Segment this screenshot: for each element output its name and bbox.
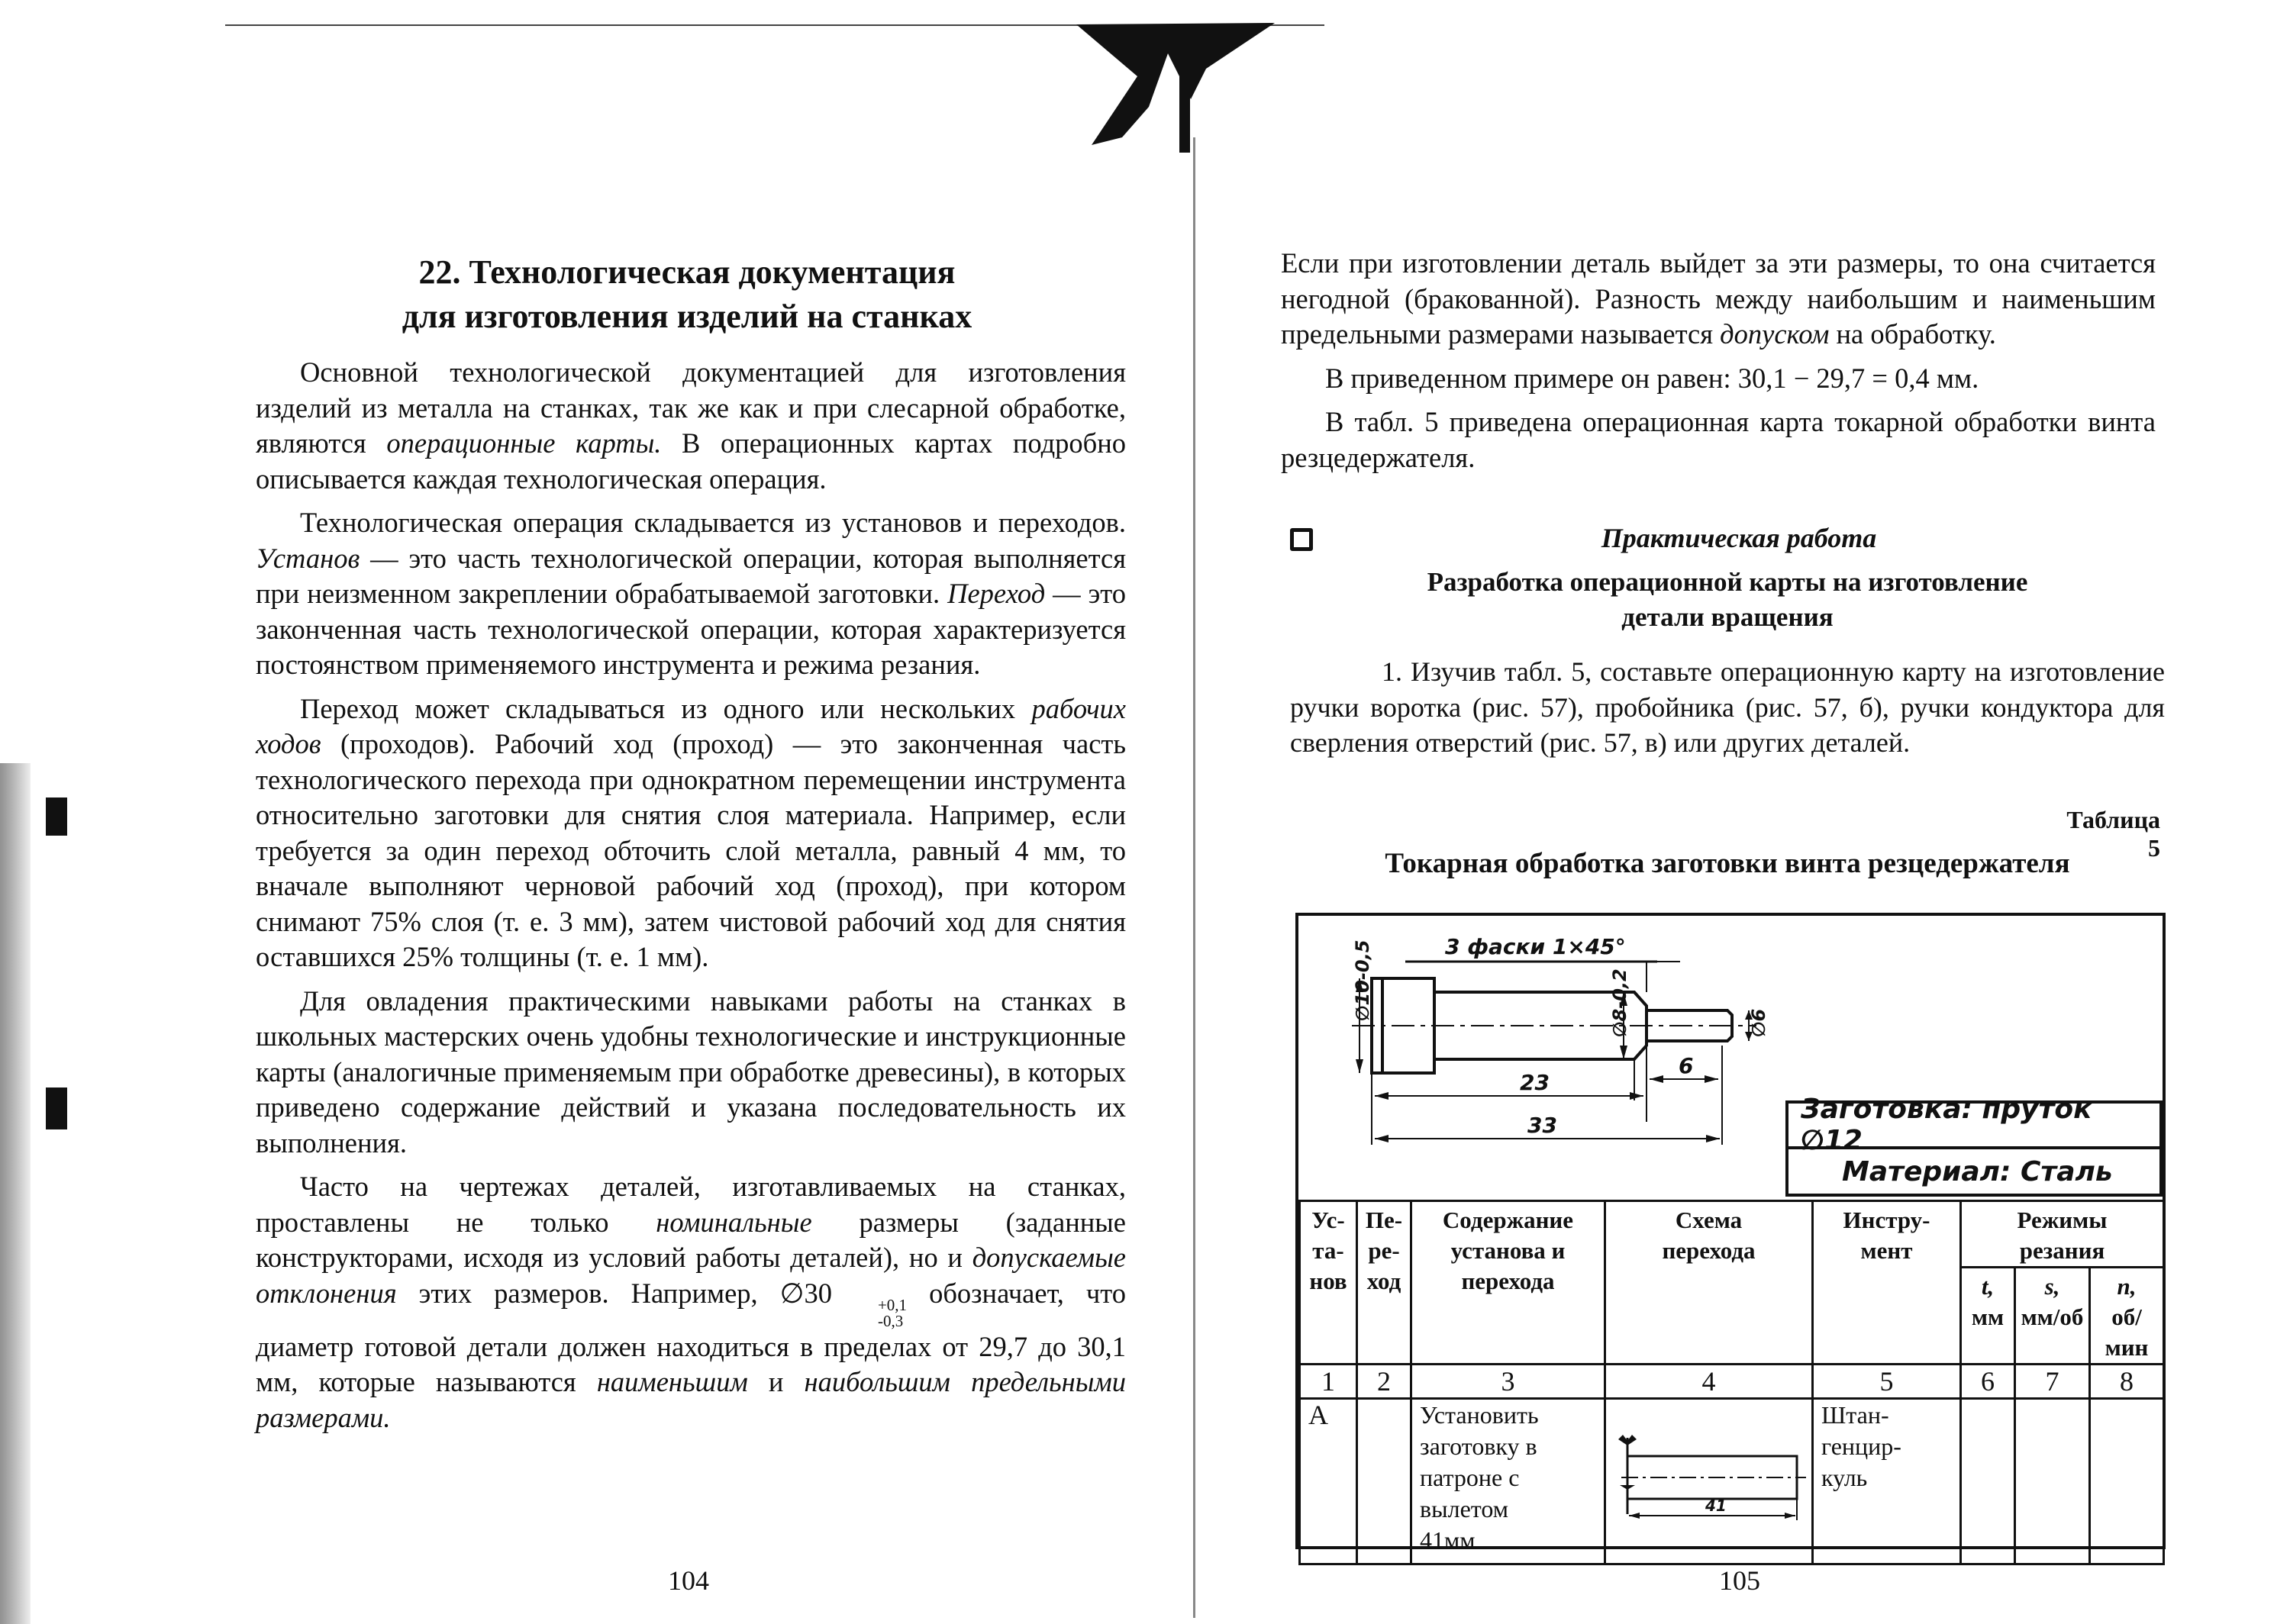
cell-perehod	[1357, 1399, 1411, 1564]
header-tool: Инстру- мент	[1813, 1201, 1961, 1365]
page-gutter	[1193, 137, 1195, 1618]
dimension-label: ∅8-0,2	[1609, 968, 1630, 1037]
column-number: 7	[2015, 1365, 2090, 1399]
table-number: Таблица 5	[2066, 806, 2160, 862]
column-number: 1	[1300, 1365, 1357, 1399]
practical-subtitle: Разработка операционной карты на изготовление детали вращения	[1427, 567, 2028, 632]
cell-mode-n	[2090, 1399, 2164, 1564]
checkbox-icon	[1290, 528, 1313, 551]
dimension-label: 6	[1679, 1053, 1694, 1078]
header-s: s, мм/об	[2015, 1268, 2090, 1365]
paragraph: Переход может складываться из одного или нескольких рабочих ходов (проходов). Рабочий ход (проход) — это законченная часть технологического перехода при однократном перемещении инструмента относительно заготовки для снятия слоя материала. Например, если требуется за один переход обточить слой металла, равный 4 мм, то вначале выполняют черновой рабочий ход (проход), при котором снимают 75% слоя (т. е. 3 мм), затем чистовой рабочий ход для снятия оставшихся 25% толщины (т. е. 1 мм).	[256, 692, 1126, 972]
header-perehod: Пе- ре- ход	[1357, 1201, 1411, 1365]
table-row	[1300, 1399, 2164, 1564]
paragraph: Часто на чертежах деталей, изготавливаемых на станках, проставлены не только номинальные размеры (заданные конструкторами, исходя из условий работы деталей), но и допускаемые отклонения этих размеров. Например, ∅30 +0,1 -0,3 обозначает, что диаметр готовой детали должен находиться в пределах от 29,7 до 30,1 мм, которые называются наименьшим и наибольшим предельными размерами.	[256, 1171, 1126, 1433]
dimension-label: ∅6	[1748, 1008, 1769, 1037]
header-modes: Режимы резания	[1961, 1201, 2164, 1268]
column-number: 6	[1961, 1365, 2015, 1399]
page-number: 105	[1719, 1565, 1760, 1596]
tolerance-dimension: ∅30 +0,1 -0,3	[779, 1277, 908, 1330]
scan-blot	[1076, 23, 1275, 153]
right-page-text	[1281, 246, 2156, 484]
column-number: 4	[1605, 1365, 1813, 1399]
operation-card	[1295, 913, 2166, 1554]
header-scheme: Схема перехода	[1605, 1201, 1813, 1365]
transition-scheme	[1606, 1400, 1814, 1552]
page-number: 104	[668, 1565, 709, 1596]
header-ustanov: Ус- та- нов	[1300, 1201, 1357, 1365]
dimension-label: ∅10-0,5	[1352, 939, 1373, 1021]
heading-line: для изготовления изделий на станках	[402, 298, 972, 335]
task-text: 1. Изучив табл. 5, составьте операционную карту на изготовление ручки воротка (рис. 57), пробойника (рис. 57, б), ручки кондуктора для сверления отверстий (рис. 57, в) или других деталей.	[1290, 656, 2165, 758]
scan-edge-mark	[46, 1088, 67, 1129]
column-number: 2	[1357, 1365, 1411, 1399]
chamfer-note: 3 фаски 1×45°	[1445, 934, 1626, 959]
header-n: n, об/мин	[2090, 1268, 2164, 1365]
column-number: 3	[1411, 1365, 1605, 1399]
scan-edge-shadow	[0, 763, 31, 1624]
paragraph: В табл. 5 приведена операционная карта токарной обработки винта резцедержателя.	[1281, 406, 2156, 473]
column-number: 8	[2090, 1365, 2164, 1399]
column-number: 5	[1813, 1365, 1961, 1399]
scan-edge-mark	[46, 798, 67, 836]
header-content: Содержание установа и перехода	[1411, 1201, 1605, 1365]
left-page-text	[256, 355, 1126, 1444]
table-header-row	[1300, 1201, 2164, 1268]
cell-mode-t	[1961, 1399, 2015, 1564]
paragraph: В приведенном примере он равен: 30,1 − 29,7 = 0,4 мм.	[1325, 362, 1979, 394]
chapter-heading	[305, 250, 1069, 339]
operations-table	[1298, 1200, 2165, 1565]
dimension-label: 23	[1520, 1070, 1550, 1095]
dimension-label: 33	[1527, 1113, 1557, 1138]
practical-title: Практическая работа	[1601, 523, 1877, 553]
paragraph: Основной технологической документацией для изготовления изделий из металла на станках, так же как и при слесарной обработке, являются операционные карты. В операционных картах подробно описывается каждая технологическая операция.	[256, 356, 1126, 495]
cell-tool: Штан- генцир- куль	[1813, 1399, 1961, 1564]
paragraph: Технологическая операция складывается из установов и переходов. Установ — это часть технологической операции, которая выполняется при неизменном закреплении обрабатываемой заготовки. Переход — это законченная часть технологической операции, которая характеризуется постоянством применяемого инструмента и режима резания.	[256, 507, 1126, 680]
scheme-dimension: 41	[1705, 1497, 1727, 1515]
column-number-row	[1300, 1365, 2164, 1399]
header-t: t, мм	[1961, 1268, 2015, 1365]
heading-line: 22. Технологическая документация	[418, 253, 956, 291]
cell-mode-s	[2015, 1399, 2090, 1564]
material-box: Материал: Сталь	[1785, 1146, 2163, 1197]
stock-box: Заготовка: пруток ∅12	[1785, 1100, 2163, 1149]
practical-work-block	[1290, 522, 2165, 635]
table-title: Токарная обработка заготовки винта резцедержателя	[1385, 848, 2070, 879]
cell-scheme	[1605, 1399, 1813, 1564]
paragraph: Если при изготовлении деталь выйдет за эти размеры, то она считается негодной (бракованной). Разность между наибольшим и наименьшим предельными размерами называется допуском на обработку.	[1281, 247, 2156, 350]
cell-ustanov: А	[1300, 1399, 1357, 1564]
paragraph: Для овладения практическими навыками работы на станках в школьных мастерских очень удобны технологические и инструкционные карты (аналогичные применяемым при обработке древесины), в которых приведено содержание действий и указана последовательность их выполнения.	[256, 984, 1126, 1158]
cell-content: Установить заготовку в патроне с вылетом 41мм	[1411, 1399, 1605, 1564]
